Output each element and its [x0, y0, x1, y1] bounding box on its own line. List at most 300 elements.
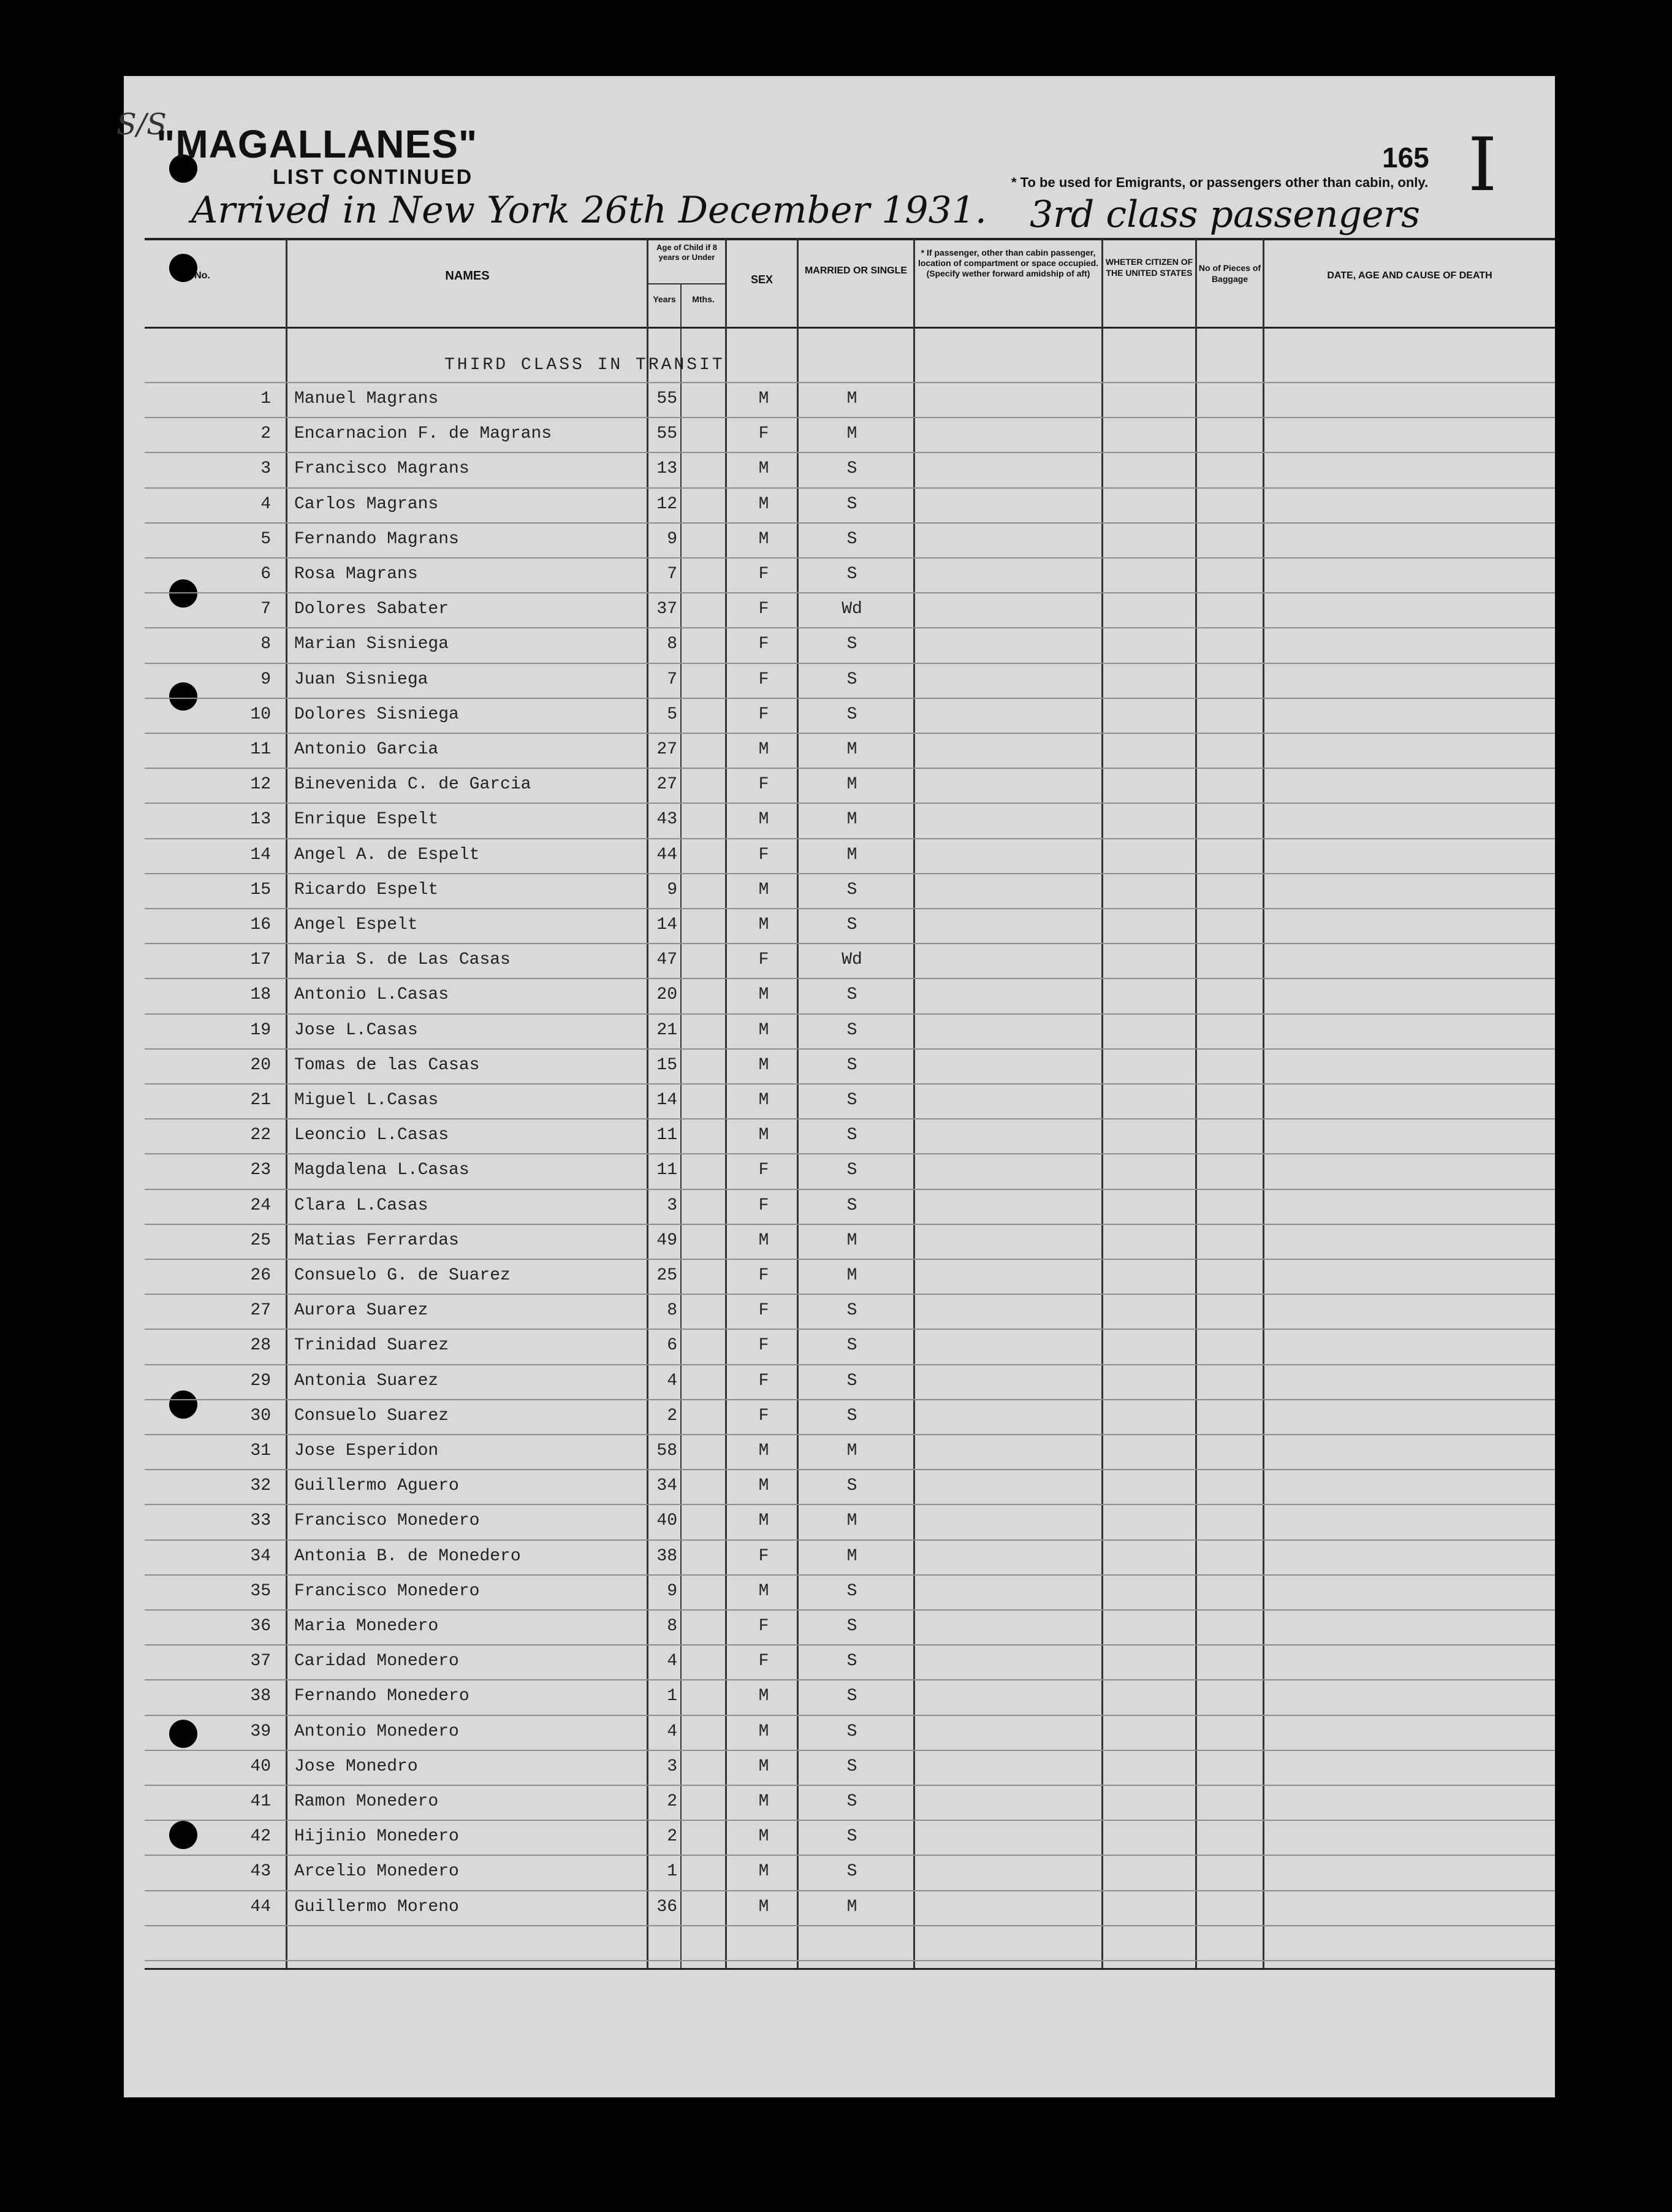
- row-number: 20: [250, 1056, 271, 1075]
- row-number: 5: [260, 530, 271, 549]
- passenger-age: 47: [656, 950, 677, 969]
- ruled-line: [145, 1960, 1555, 1961]
- passenger-name: Caridad Monedero: [294, 1652, 459, 1671]
- passenger-name: Ricardo Espelt: [294, 880, 439, 899]
- row-number: 6: [260, 565, 271, 584]
- passenger-status: S: [846, 1091, 857, 1110]
- row-number: 43: [250, 1862, 271, 1881]
- passenger-name: Aurora Suarez: [294, 1301, 428, 1320]
- passenger-sex: F: [758, 1336, 769, 1355]
- passenger-sex: F: [758, 1266, 769, 1285]
- passenger-sex: M: [758, 1021, 769, 1040]
- passenger-sex: M: [758, 1897, 769, 1916]
- ruled-line: [145, 838, 1555, 839]
- list-continued-label: LIST CONTINUED: [273, 166, 474, 189]
- punch-hole: [169, 1720, 197, 1748]
- passenger-name: Francisco Monedero: [294, 1582, 480, 1601]
- ruled-line: [145, 1048, 1555, 1050]
- row-number: 14: [250, 845, 271, 864]
- ruled-line: [145, 1504, 1555, 1505]
- passenger-sex: M: [758, 459, 769, 478]
- passenger-status: S: [846, 1827, 857, 1846]
- passenger-age: 37: [656, 600, 677, 619]
- passenger-name: Antonio Garcia: [294, 740, 439, 759]
- row-number: 41: [250, 1792, 271, 1811]
- passenger-name: Antonia Suarez: [294, 1371, 439, 1390]
- age-subheader-line: [647, 283, 725, 284]
- passenger-status: S: [846, 985, 857, 1004]
- passenger-age: 27: [656, 775, 677, 794]
- passenger-sex: M: [758, 810, 769, 829]
- col-header-passenger: * If passenger, other than cabin passenger, location of compartment or space occupied. (Specify wether forward amidship of aft): [918, 248, 1099, 278]
- ruled-line: [145, 452, 1555, 453]
- passenger-sex: M: [758, 1792, 769, 1811]
- passenger-sex: F: [758, 1406, 769, 1425]
- punch-hole: [169, 579, 197, 608]
- passenger-name: Matias Ferrardas: [294, 1231, 459, 1250]
- row-number: 37: [250, 1652, 271, 1671]
- row-number: 11: [250, 740, 271, 759]
- class-handwriting: 3rd class passengers: [1030, 193, 1420, 236]
- passenger-name: Arcelio Monedero: [294, 1862, 459, 1881]
- passenger-name: Dolores Sabater: [294, 600, 449, 619]
- passenger-status: M: [846, 845, 857, 864]
- row-number: 8: [260, 635, 271, 654]
- passenger-name: Francisco Monedero: [294, 1511, 480, 1530]
- passenger-sex: M: [758, 1126, 769, 1145]
- passenger-name: Angel Espelt: [294, 915, 418, 934]
- passenger-age: 58: [656, 1441, 677, 1460]
- passenger-sex: F: [758, 1196, 769, 1215]
- passenger-name: Maria Monedero: [294, 1617, 439, 1636]
- passenger-status: Wd: [842, 600, 862, 619]
- row-number: 21: [250, 1091, 271, 1110]
- passenger-age: 2: [667, 1406, 677, 1425]
- passenger-status: S: [846, 459, 857, 478]
- passenger-sex: M: [758, 1441, 769, 1460]
- passenger-sex: M: [758, 1056, 769, 1075]
- row-number: 15: [250, 880, 271, 899]
- passenger-status: M: [846, 775, 857, 794]
- passenger-sex: M: [758, 1476, 769, 1495]
- col-divider: [286, 239, 287, 1968]
- passenger-age: 20: [656, 985, 677, 1004]
- ruled-line: [145, 1399, 1555, 1400]
- ruled-line: [145, 1153, 1555, 1154]
- col-header-sex: SEX: [750, 273, 773, 286]
- ruled-line: [145, 487, 1555, 489]
- passenger-age: 6: [667, 1336, 677, 1355]
- passenger-name: Fernando Monedero: [294, 1687, 469, 1706]
- passenger-name: Hijinio Monedero: [294, 1827, 459, 1846]
- passenger-status: M: [846, 1897, 857, 1916]
- ruled-line: [145, 1925, 1555, 1926]
- col-header-mths: Mths.: [692, 294, 715, 304]
- row-number: 24: [250, 1196, 271, 1215]
- row-number: 39: [250, 1722, 271, 1741]
- passenger-name: Jose Monedro: [294, 1757, 418, 1776]
- passenger-age: 55: [656, 389, 677, 408]
- passenger-sex: F: [758, 1161, 769, 1180]
- passenger-age: 7: [667, 670, 677, 689]
- passenger-name: Binevenida C. de Garcia: [294, 775, 531, 794]
- row-number: 28: [250, 1336, 271, 1355]
- row-number: 26: [250, 1266, 271, 1285]
- ruled-line: [145, 1574, 1555, 1576]
- passenger-sex: M: [758, 530, 769, 549]
- ruled-line: [145, 1820, 1555, 1821]
- passenger-age: 8: [667, 635, 677, 654]
- passenger-status: S: [846, 1582, 857, 1601]
- passenger-status: S: [846, 1617, 857, 1636]
- ruled-line: [145, 1785, 1555, 1786]
- passenger-age: 8: [667, 1617, 677, 1636]
- passenger-age: 8: [667, 1301, 677, 1320]
- passenger-age: 12: [656, 495, 677, 514]
- row-number: 2: [260, 424, 271, 443]
- passenger-status: S: [846, 1862, 857, 1881]
- passenger-name: Antonio Monedero: [294, 1722, 459, 1741]
- passenger-age: 49: [656, 1231, 677, 1250]
- passenger-name: Tomas de las Casas: [294, 1056, 480, 1075]
- ruled-line: [145, 522, 1555, 524]
- row-number: 42: [250, 1827, 271, 1846]
- passenger-age: 14: [656, 1091, 677, 1110]
- passenger-age: 11: [656, 1161, 677, 1180]
- ruled-line: [145, 1679, 1555, 1680]
- row-number: 3: [260, 459, 271, 478]
- col-header-pieces: No of Pieces of Baggage: [1198, 263, 1261, 284]
- passenger-age: 55: [656, 424, 677, 443]
- passenger-sex: F: [758, 775, 769, 794]
- ruled-line: [145, 627, 1555, 628]
- table-bottom-border: [145, 1968, 1555, 1970]
- ruled-line: [145, 1855, 1555, 1856]
- passenger-name: Guillermo Aguero: [294, 1476, 459, 1495]
- passenger-sex: F: [758, 1617, 769, 1636]
- ruled-line: [145, 733, 1555, 734]
- passenger-status: S: [846, 1196, 857, 1215]
- ruled-line: [145, 382, 1555, 383]
- passenger-status: S: [846, 880, 857, 899]
- col-divider: [1195, 239, 1197, 1968]
- passenger-name: Marian Sisniega: [294, 635, 449, 654]
- passenger-status: S: [846, 565, 857, 584]
- passenger-name: Ramon Monedero: [294, 1792, 439, 1811]
- passenger-sex: F: [758, 600, 769, 619]
- ruled-line: [145, 1890, 1555, 1891]
- passenger-name: Antonia B. de Monedero: [294, 1547, 521, 1566]
- row-number: 9: [260, 670, 271, 689]
- punch-hole: [169, 1390, 197, 1419]
- passenger-status: S: [846, 635, 857, 654]
- row-number: 22: [250, 1126, 271, 1145]
- passenger-age: 21: [656, 1021, 677, 1040]
- passenger-status: S: [846, 705, 857, 724]
- passenger-name: Leoncio L.Casas: [294, 1126, 449, 1145]
- col-divider: [913, 239, 915, 1968]
- passenger-sex: M: [758, 1862, 769, 1881]
- passenger-age: 9: [667, 880, 677, 899]
- passenger-status: M: [846, 389, 857, 408]
- passenger-status: Wd: [842, 950, 862, 969]
- passenger-age: 1: [667, 1687, 677, 1706]
- row-number: 31: [250, 1441, 271, 1460]
- passenger-sex: F: [758, 565, 769, 584]
- passenger-status: M: [846, 424, 857, 443]
- passenger-age: 9: [667, 530, 677, 549]
- passenger-status: M: [846, 1441, 857, 1460]
- ruled-line: [145, 873, 1555, 874]
- passenger-sex: M: [758, 985, 769, 1004]
- row-number: 30: [250, 1406, 271, 1425]
- roman-numeral: I: [1468, 123, 1497, 208]
- table-top-border: [145, 238, 1555, 240]
- passenger-status: S: [846, 1371, 857, 1390]
- row-number: 32: [250, 1476, 271, 1495]
- ruled-line: [145, 417, 1555, 418]
- emigrant-note: * To be used for Emigrants, or passengers other than cabin, only.: [1011, 175, 1429, 190]
- passenger-sex: F: [758, 670, 769, 689]
- row-number: 16: [250, 915, 271, 934]
- passenger-age: 15: [656, 1056, 677, 1075]
- passenger-age: 5: [667, 705, 677, 724]
- passenger-age: 13: [656, 459, 677, 478]
- header-bottom-border: [145, 327, 1555, 329]
- passenger-age: 2: [667, 1792, 677, 1811]
- passenger-sex: M: [758, 1582, 769, 1601]
- passenger-status: M: [846, 810, 857, 829]
- passenger-name: Guillermo Moreno: [294, 1897, 459, 1916]
- ruled-line: [145, 1329, 1555, 1330]
- row-number: 34: [250, 1547, 271, 1566]
- passenger-sex: F: [758, 424, 769, 443]
- passenger-status: M: [846, 740, 857, 759]
- passenger-status: S: [846, 1406, 857, 1425]
- row-number: 23: [250, 1161, 271, 1180]
- passenger-age: 34: [656, 1476, 677, 1495]
- punch-hole: [169, 682, 197, 711]
- passenger-status: S: [846, 1722, 857, 1741]
- passenger-name: Fernando Magrans: [294, 530, 459, 549]
- passenger-name: Enrique Espelt: [294, 810, 439, 829]
- ruled-line: [145, 803, 1555, 804]
- passenger-age: 9: [667, 1582, 677, 1601]
- passenger-name: Consuelo G. de Suarez: [294, 1266, 511, 1285]
- passenger-age: 27: [656, 740, 677, 759]
- ship-name: "MAGALLANES": [156, 122, 478, 166]
- arrival-handwriting: Arrived in New York 26th December 1931.: [191, 189, 987, 232]
- passenger-age: 25: [656, 1266, 677, 1285]
- col-header-years: Years: [653, 294, 676, 304]
- passenger-sex: F: [758, 1652, 769, 1671]
- row-number: 4: [260, 495, 271, 514]
- row-number: 29: [250, 1371, 271, 1390]
- ruled-line: [145, 1644, 1555, 1646]
- ruled-line: [145, 978, 1555, 979]
- passenger-status: S: [846, 530, 857, 549]
- passenger-sex: M: [758, 1511, 769, 1530]
- passenger-name: Miguel L.Casas: [294, 1091, 439, 1110]
- passenger-sex: M: [758, 1687, 769, 1706]
- row-number: 40: [250, 1757, 271, 1776]
- punch-hole: [169, 1821, 197, 1849]
- col-divider: [797, 239, 799, 1968]
- passenger-status: S: [846, 1476, 857, 1495]
- ruled-line: [145, 1259, 1555, 1260]
- passenger-name: Consuelo Suarez: [294, 1406, 449, 1425]
- ruled-line: [145, 943, 1555, 944]
- ruled-line: [145, 1364, 1555, 1365]
- ruled-line: [145, 1083, 1555, 1085]
- passenger-age: 4: [667, 1371, 677, 1390]
- passenger-status: S: [846, 1021, 857, 1040]
- passenger-name: Angel A. de Espelt: [294, 845, 480, 864]
- passenger-age: 1: [667, 1862, 677, 1881]
- ruled-line: [145, 1118, 1555, 1119]
- passenger-name: Manuel Magrans: [294, 389, 439, 408]
- passenger-sex: F: [758, 705, 769, 724]
- passenger-age: 44: [656, 845, 677, 864]
- passenger-age: 43: [656, 810, 677, 829]
- passenger-name: Trinidad Suarez: [294, 1336, 449, 1355]
- row-number: 25: [250, 1231, 271, 1250]
- ruled-line: [145, 1469, 1555, 1470]
- row-number: 44: [250, 1897, 271, 1916]
- passenger-sex: M: [758, 1757, 769, 1776]
- row-number: 27: [250, 1301, 271, 1320]
- passenger-status: S: [846, 1792, 857, 1811]
- passenger-sex: M: [758, 1722, 769, 1741]
- col-header-married: MARRIED OR SINGLE: [804, 265, 908, 276]
- passenger-age: 36: [656, 1897, 677, 1916]
- row-number: 10: [250, 705, 271, 724]
- passenger-status: M: [846, 1547, 857, 1566]
- passenger-status: M: [846, 1231, 857, 1250]
- passenger-status: M: [846, 1266, 857, 1285]
- passenger-age: 40: [656, 1511, 677, 1530]
- col-header-death: DATE, AGE AND CAUSE OF DEATH: [1327, 270, 1492, 281]
- passenger-status: S: [846, 1161, 857, 1180]
- passenger-age: 3: [667, 1757, 677, 1776]
- col-header-no: No.: [194, 270, 210, 281]
- ruled-line: [145, 1189, 1555, 1190]
- passenger-name: Rosa Magrans: [294, 565, 418, 584]
- passenger-status: S: [846, 670, 857, 689]
- passenger-sex: F: [758, 1301, 769, 1320]
- passenger-name: Carlos Magrans: [294, 495, 439, 514]
- ruled-line: [145, 768, 1555, 769]
- passenger-status: S: [846, 1336, 857, 1355]
- row-number: 12: [250, 775, 271, 794]
- passenger-age: 38: [656, 1547, 677, 1566]
- passenger-status: S: [846, 1687, 857, 1706]
- passenger-sex: M: [758, 915, 769, 934]
- passenger-name: Encarnacion F. de Magrans: [294, 424, 552, 443]
- passenger-sex: M: [758, 740, 769, 759]
- ruled-line: [145, 1294, 1555, 1295]
- passenger-status: S: [846, 1757, 857, 1776]
- passenger-age: 14: [656, 915, 677, 934]
- passenger-age: 7: [667, 565, 677, 584]
- passenger-name: Antonio L.Casas: [294, 985, 449, 1004]
- row-number: 1: [260, 389, 271, 408]
- ruled-line: [145, 557, 1555, 559]
- passenger-sex: F: [758, 950, 769, 969]
- col-header-names: NAMES: [445, 269, 490, 283]
- passenger-status: S: [846, 1056, 857, 1075]
- row-number: 38: [250, 1687, 271, 1706]
- passenger-sex: M: [758, 1091, 769, 1110]
- ruled-line: [145, 663, 1555, 664]
- passenger-sex: M: [758, 495, 769, 514]
- row-number: 19: [250, 1021, 271, 1040]
- passenger-age: 3: [667, 1196, 677, 1215]
- page-number: 165: [1382, 142, 1429, 174]
- col-divider: [1263, 239, 1264, 1968]
- col-divider: [725, 239, 727, 1968]
- row-number: 13: [250, 810, 271, 829]
- passenger-name: Clara L.Casas: [294, 1196, 428, 1215]
- passenger-sex: F: [758, 1371, 769, 1390]
- passenger-status: S: [846, 1301, 857, 1320]
- row-number: 18: [250, 985, 271, 1004]
- col-header-citizen: WHETER CITIZEN OF THE UNITED STATES: [1105, 257, 1193, 278]
- row-number: 36: [250, 1617, 271, 1636]
- passenger-status: S: [846, 1652, 857, 1671]
- row-number: 35: [250, 1582, 271, 1601]
- row-number: 7: [260, 600, 271, 619]
- passenger-sex: M: [758, 1231, 769, 1250]
- passenger-name: Jose Esperidon: [294, 1441, 439, 1460]
- passenger-name: Magdalena L.Casas: [294, 1161, 469, 1180]
- ruled-line: [145, 1715, 1555, 1716]
- row-number: 17: [250, 950, 271, 969]
- ruled-line: [145, 1224, 1555, 1225]
- passenger-age: 4: [667, 1722, 677, 1741]
- ruled-line: [145, 592, 1555, 593]
- col-header-age: Age of Child if 8 years or Under: [656, 243, 717, 262]
- passenger-sex: M: [758, 880, 769, 899]
- ruled-line: [145, 1434, 1555, 1435]
- passenger-sex: M: [758, 1827, 769, 1846]
- ruled-line: [145, 1539, 1555, 1541]
- passenger-age: 4: [667, 1652, 677, 1671]
- col-divider: [1101, 239, 1103, 1968]
- row-number: 33: [250, 1511, 271, 1530]
- ruled-line: [145, 698, 1555, 699]
- ruled-line: [145, 1750, 1555, 1751]
- passenger-sex: F: [758, 635, 769, 654]
- section-title: THIRD CLASS IN TRANSIT: [444, 356, 725, 375]
- passenger-sex: M: [758, 389, 769, 408]
- passenger-name: Jose L.Casas: [294, 1021, 418, 1040]
- passenger-sex: F: [758, 845, 769, 864]
- passenger-name: Dolores Sisniega: [294, 705, 459, 724]
- passenger-name: Maria S. de Las Casas: [294, 950, 511, 969]
- passenger-sex: F: [758, 1547, 769, 1566]
- passenger-status: S: [846, 915, 857, 934]
- ruled-line: [145, 1609, 1555, 1611]
- ship-prefix: S/S: [116, 107, 167, 142]
- passenger-name: Francisco Magrans: [294, 459, 469, 478]
- passenger-age: 11: [656, 1126, 677, 1145]
- passenger-status: S: [846, 1126, 857, 1145]
- passenger-status: M: [846, 1511, 857, 1530]
- passenger-status: S: [846, 495, 857, 514]
- passenger-age: 2: [667, 1827, 677, 1846]
- ruled-line: [145, 908, 1555, 909]
